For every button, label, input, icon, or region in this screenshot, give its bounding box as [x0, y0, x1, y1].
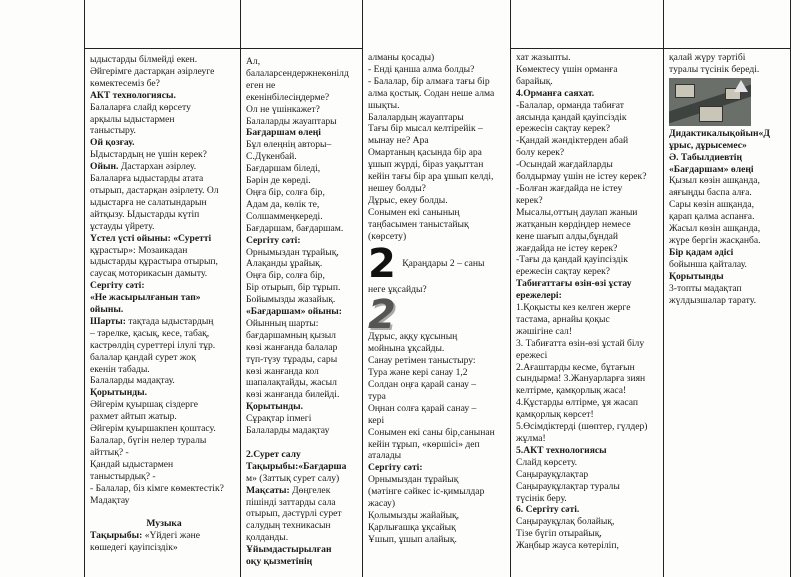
table-border-right — [790, 0, 791, 577]
text-line: жағдайда не істеу керек? — [516, 242, 618, 254]
text-line: Әйгерім қуыршақ сіздерге — [90, 399, 199, 411]
text-line: отырып, дәстүрлі сурет — [246, 508, 342, 520]
text-line: көмектесеміз бе? — [90, 77, 160, 89]
text-line: керек? — [516, 194, 543, 206]
text-line: -Балалар, орманда табиғат — [516, 99, 624, 111]
text-line: мойнына ұқсайды. — [368, 343, 445, 355]
row-divider-col1 — [84, 48, 240, 49]
text-line: сындырма! 3.Жануарларға зиян — [516, 373, 646, 385]
text-line: Сонымен екі саны бір,санынан — [368, 426, 495, 438]
text-line: Ә. Табылдиевтің — [669, 151, 742, 163]
text-line: кейін тағы бір ара ұшып келді, — [368, 171, 494, 183]
text-line: 2.Сурет салу — [246, 448, 301, 460]
text-line: Дидактикалықойын«Д — [669, 127, 770, 139]
text-line: Бәрін де көреді. — [246, 175, 311, 187]
text-line: жасау) — [368, 498, 396, 510]
text-line: жәшігіне сал! — [516, 325, 573, 337]
text-line: туралы түсінік береді. — [669, 63, 760, 75]
text-line: ұрыс, дұрысемес» — [669, 139, 747, 151]
text-line: Қорытынды. — [246, 401, 304, 413]
text-line: Қарлығашқа ұқсайық — [368, 521, 456, 533]
text-line: алманы қосады) — [368, 52, 435, 63]
text-line: Оңға бір, солға бір, — [246, 270, 325, 282]
text-line: барайық. — [516, 75, 553, 87]
text-line: кері — [368, 414, 385, 426]
text-line: 3-топты мадақтап — [669, 282, 742, 294]
text-line: саусақ моторикасын дамыту. — [90, 268, 208, 280]
text-line: Орнымыздан тұрайық — [368, 474, 459, 486]
text-line: Ол не үшінкажет? — [246, 103, 320, 115]
text-line: Ұйымдастырылған — [246, 544, 332, 556]
text-line: болу керек? — [516, 147, 565, 159]
text-line: ережелері: — [516, 290, 562, 302]
column-divider-4 — [663, 0, 664, 577]
text-line: Көмектесу үшін орманға — [516, 63, 618, 75]
text-line: Әйгерім қуыршакпен қоштасу. — [90, 423, 216, 435]
text-line: Солшаммеңкереді. — [246, 210, 323, 222]
text-line: қолданды. — [246, 532, 289, 544]
text-line: Балаларды мадақтау — [246, 425, 330, 437]
text-line: Балаларды мадақтау. — [90, 375, 175, 387]
text-line: -Болған жағдайда не істеу — [516, 182, 623, 194]
text-line: Мысалы,оттың даулап жаныи — [516, 206, 638, 218]
text-line: Сары көзін ашқанда, — [669, 199, 754, 211]
text-line: 2.Ағаштарды кесме, бұтағын — [516, 361, 635, 373]
column-5-text-top — [669, 52, 788, 76]
text-line: құрастыр»: Мозаикадан — [90, 244, 188, 256]
text-line: таныстырдық? - — [90, 470, 156, 482]
text-line: салудың техникасын — [246, 520, 331, 532]
text-line: жүлдызшалар тарату. — [669, 294, 756, 306]
text-line: «Бағдаршам» ойыны: — [246, 306, 342, 318]
text-line — [90, 506, 238, 518]
digit-two-glyph: 2 — [368, 240, 396, 287]
text-line: кене шағып алды,бұндай — [516, 230, 618, 242]
text-line: 4.Орманға саяхат. — [516, 87, 595, 99]
text-line: - Енді қанша алма болды? — [368, 63, 475, 75]
text-line: тастама, арнайы қоқыс — [516, 313, 610, 325]
text-line: ұстауды үйрету. — [90, 220, 155, 232]
column-3-text-bottom — [368, 331, 508, 545]
text-line: Орнымыздан тұрайық, — [246, 246, 339, 258]
text-line: Әйгерімге дастарқан әзірлеуге — [90, 65, 215, 77]
text-line: 1.Қоқысты кез келген жерге — [516, 302, 631, 314]
text-line: арқылы ыдыстармен — [90, 113, 175, 125]
column-divider-3 — [510, 0, 511, 577]
digit-caption-2: неге ұқсайды? — [368, 283, 427, 295]
text-line: ережесі — [516, 349, 548, 361]
text-line: екенінбілесіңдерме? — [246, 91, 330, 103]
text-line: Ал, — [246, 56, 261, 67]
text-line: Табиғаттағы өзін-өзі ұстау — [516, 278, 632, 290]
text-line: Бойымызды жазайық. — [246, 294, 336, 306]
road-safety-picture — [669, 78, 751, 126]
text-line: Балалар, бүгін нелер туралы — [90, 435, 207, 446]
text-line: түсінік беру. — [516, 492, 567, 504]
text-line: таңбасымен таныстайық — [368, 218, 469, 230]
text-line: Оңнан солға қарай санау – — [368, 402, 477, 414]
text-line: шықты. — [368, 99, 400, 111]
text-line: Қорытынды — [669, 270, 724, 282]
text-line: көзі жанғанда кол — [246, 365, 319, 377]
row-divider-col5 — [663, 48, 790, 49]
digit-two-shadow-glyph: 2 — [368, 292, 396, 339]
text-line: -Осындай жағдайларды — [516, 159, 613, 171]
text-line: оқу қызметінің — [246, 556, 313, 568]
text-line: көшедегі қауіпсіздік» — [90, 542, 178, 554]
text-line: С.Дүкенбай. — [246, 151, 297, 163]
text-line: Тақырыбы:«Бағдарша — [246, 460, 347, 472]
text-line: Балаларға ыдыстарды атата — [90, 173, 204, 185]
text-line: балалар қандай сурет жоқ — [90, 351, 196, 363]
text-line: 4.Құстарды өлтірме, ұя жасап — [516, 397, 638, 409]
text-line: келтірме, қамқорлық жаса! — [516, 385, 627, 397]
text-line: Ой қозғау. — [90, 137, 135, 149]
text-line: рахмет айтып жатыр. — [90, 411, 177, 423]
lesson-column-3 — [365, 52, 510, 577]
text-line: Адам да, көлік те, — [246, 198, 320, 210]
text-line: Ыдыстардың не үшін керек? — [90, 149, 207, 161]
text-line: ойыны. — [90, 304, 124, 316]
text-line: бойынша қайталау. — [669, 258, 747, 270]
text-line: Сергіту сәті: — [368, 462, 423, 474]
text-line: түп-түзу тұрады, сары — [246, 353, 338, 365]
text-line: ұшып жүрді, біраз уақыттан — [368, 159, 484, 171]
text-line: Мадақтау — [90, 494, 130, 506]
text-line: м» (Заттық сурет салу) — [246, 472, 340, 484]
text-line: ыдыстарды білмейді екен. — [90, 54, 198, 65]
text-line: аясында қандай қауіпсіздік — [516, 111, 627, 123]
text-line-lead: Тақырыбы: «Үйдегі және — [90, 530, 200, 542]
text-line: бағдаршамның қызыл — [246, 329, 336, 341]
text-line: - Балалар, бір алмаға тағы бір — [368, 75, 490, 87]
text-line: балаларсендержнекөнілд — [246, 67, 349, 79]
text-line: ыдыстарды құрастыра отырып, — [90, 256, 218, 268]
text-line: (мәтінге сәйкес іс-қимылдар — [368, 486, 485, 498]
lesson-column-2 — [243, 56, 362, 577]
lesson-column-5 — [666, 52, 790, 577]
column-divider-1 — [240, 0, 241, 577]
text-line: Музыка — [146, 518, 182, 530]
text-line: алма қостық. Содан неше алма — [368, 87, 495, 99]
text-line: Саңырауқұлақтар — [516, 468, 589, 480]
text-line: Бағдаршам, бағдаршам. — [246, 222, 344, 234]
text-line: ережесін сақтау керек? — [516, 266, 610, 278]
text-line: кастрөлдің суреттері ілулі тұр. — [90, 339, 216, 351]
text-line: Санау ретімен таныстыру: — [368, 355, 476, 367]
text-line: Алақанды ұрайық. — [246, 258, 323, 270]
text-line: «Бағдаршам» өлеңі — [669, 163, 754, 175]
text-line: Ойынның шарты: — [246, 317, 319, 329]
text-line: екенін табады. — [90, 363, 150, 375]
text-line: еген не — [246, 79, 276, 91]
column-3-text-top — [368, 52, 508, 243]
text-line: Қызыл көзін ашқанда, — [669, 175, 760, 187]
text-line: кейін тұрып, «көршісі» деп — [368, 438, 480, 450]
row-divider-col2 — [240, 48, 362, 49]
text-line: -Қандай жәндіктерден абай — [516, 135, 629, 147]
text-line: таныстыру. — [90, 125, 136, 137]
text-line: қамқорлық көрсет! — [516, 409, 594, 421]
text-line: Саңырауқұлақ болайық, — [516, 516, 615, 528]
text-line: жұлма! — [516, 433, 546, 444]
text-line: Үстел үсті ойыны: «Суретті — [90, 232, 212, 244]
text-line: пішінді заттарды сала — [246, 496, 336, 508]
text-line: көзі жанғанда балалар — [246, 341, 338, 353]
text-line: жүре бергін жасқанба. — [669, 234, 761, 246]
text-line: отырып, дастарқан әзірлету. Ол — [90, 184, 219, 196]
text-line: -Тағы да қандай қауіпсіздік — [516, 254, 628, 266]
text-line: болдырмау үшін не істеу керек? — [516, 171, 647, 183]
text-line: Бір қадам әдісі — [669, 246, 734, 258]
warning-sign-icon — [734, 80, 748, 92]
text-line: 3. Табиғатта өзін-өзі ұстай білу — [516, 337, 645, 349]
text-line: АКТ технологиясы. — [90, 89, 176, 101]
text-line: қалай жүру тәртібі — [669, 52, 746, 63]
text-line: Қолымызды жайайық, — [368, 510, 460, 521]
text-line: Дұрыс, екеу болды. — [368, 194, 448, 206]
text-line: ережесін сақтау керек? — [516, 123, 610, 135]
text-line: Жасыл көзін ашқанда, — [669, 223, 761, 235]
text-line: Балаларды жауаптары — [246, 115, 337, 127]
text-line: Омартаның қасында бір ара — [368, 147, 482, 159]
text-line: Сонымен екі санының — [368, 206, 460, 218]
text-line: 5.АКТ технологиясы — [516, 444, 607, 456]
text-line: нешеу болды? — [368, 182, 426, 194]
text-line: Слайд көрсету. — [516, 456, 578, 468]
text-line: көзі жанғанда билейді. — [246, 389, 340, 401]
text-line: қарап қалма аспанға. — [669, 211, 755, 223]
digit-caption-1: Қараңдары 2 – саны — [402, 257, 485, 269]
text-line: Балалардың жауаптары — [368, 111, 464, 123]
lesson-column-1 — [87, 54, 240, 577]
table-border-left — [84, 0, 85, 577]
text-line: (көрсету) — [368, 230, 407, 242]
text-line: Бағдаршам өлеңі — [246, 127, 321, 139]
text-line: Қандай ыдыстармен — [90, 458, 174, 470]
text-line: аталады — [368, 450, 402, 462]
text-line: Сұрақтар іпмегі — [246, 413, 312, 425]
text-line: Бір отырып, бір тұрып. — [246, 282, 341, 294]
text-line: Саңырауқұлақтар туралы — [516, 480, 620, 492]
text-line: Сергіту сәті: — [90, 280, 145, 292]
text-line: 5.Өсімдіктерді (шөптер, гүлдер) — [516, 421, 648, 433]
text-line: «Не жасырылғанын тап» — [90, 292, 201, 304]
text-line: Тағы бір мысал келтірейік – — [368, 123, 483, 135]
text-line-lead: Шарты: тақтада ыдыстардың — [90, 315, 214, 327]
text-line: айтқызу. Ыдыстарды күтіп — [90, 208, 200, 220]
text-line: Қорытынды. — [90, 387, 148, 399]
text-line: Тізе бүгіп отырайық, — [516, 528, 602, 540]
row-divider-col4 — [510, 48, 663, 49]
text-line: Бұл өлеңнің авторы– — [246, 139, 332, 151]
text-line: мынау не? Ара — [368, 135, 429, 147]
text-line — [246, 437, 360, 449]
text-line: жатқанын көрдіңдер немесе — [516, 218, 631, 230]
column-divider-2 — [362, 0, 363, 577]
text-line: шапалақтайды, жасыл — [246, 377, 337, 389]
text-line: аяғыңды баспа алға. — [669, 187, 752, 199]
text-line-lead: Мақсаты: Дөңгелек — [246, 484, 331, 496]
digit-two-row — [368, 240, 508, 287]
text-line: - Балалар, біз кімге көмектестік? — [90, 482, 224, 494]
lesson-column-4 — [513, 52, 663, 577]
text-line: Балаларға слайд көрсету — [90, 101, 191, 113]
column-5-text-bottom — [669, 128, 788, 307]
text-line: айттық? - — [90, 446, 129, 458]
text-line: 6. Сергіту сәті. — [516, 504, 580, 516]
text-line: Оңға бір, солға бір, — [246, 186, 325, 198]
text-line: Жаңбыр жауса көтеріліп, — [516, 540, 619, 552]
text-line: хат жазыпты. — [516, 52, 571, 63]
text-line: тура — [368, 390, 386, 402]
text-line-lead: Ойын. Дастархан әзірлеу. — [90, 161, 197, 173]
text-line: Сергіту сәті: — [246, 234, 301, 246]
text-line: Солдан оңға қарай санау – — [368, 379, 477, 391]
text-line: Тура және кері санау 1,2 — [368, 367, 468, 379]
text-line: Дұрыс, аққу құсының — [368, 331, 458, 343]
text-line: Ұшып, ұшып алайық. — [368, 533, 457, 545]
text-line: – тәрелке, қасық, кесе, табақ, — [90, 327, 210, 339]
text-line: ыдыстарға не салатындарын — [90, 196, 207, 208]
text-line: Бағдаршам біледі, — [246, 163, 321, 175]
